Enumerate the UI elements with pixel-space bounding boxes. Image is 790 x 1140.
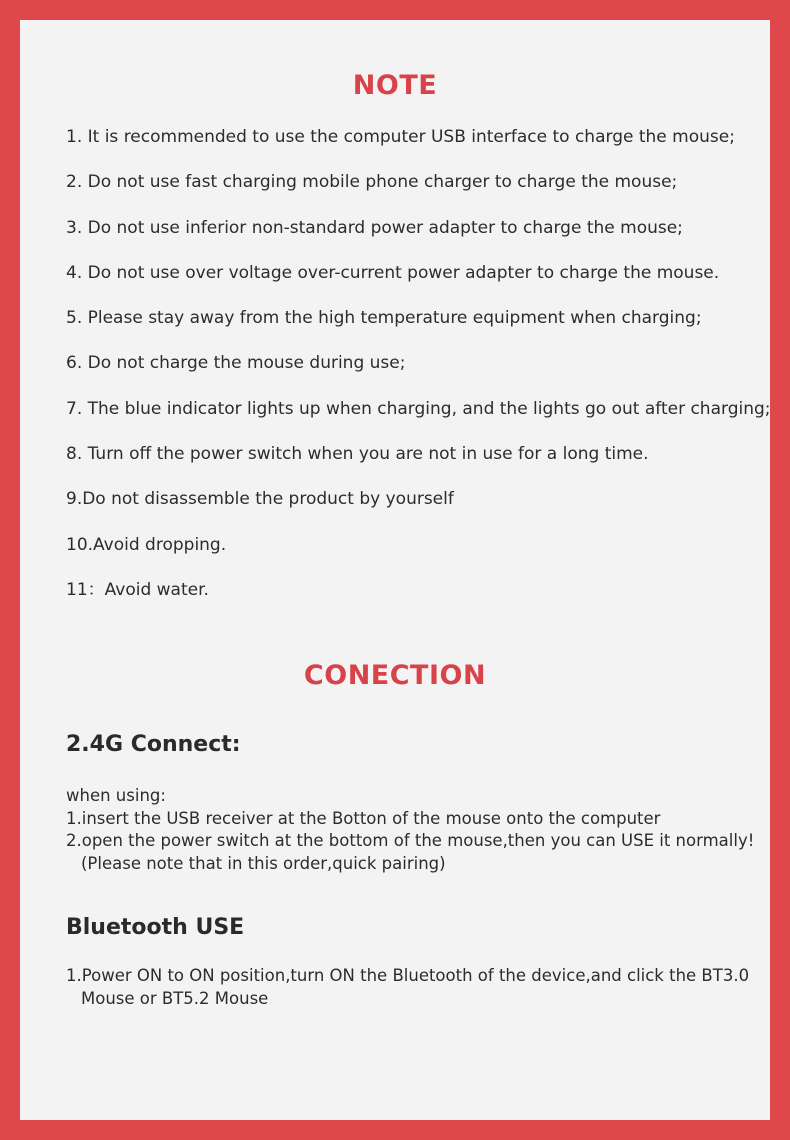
bluetooth-instructions [66, 965, 749, 1010]
g24-connect-instructions [66, 785, 754, 876]
bluetooth-heading: Bluetooth USE [66, 915, 245, 940]
note-item-6: 6. Do not charge the mouse during use; [66, 353, 406, 374]
g24-step-1: 1.insert the USB receiver at the Botton of the mouse onto the computer [66, 808, 661, 828]
note-item-4: 4. Do not use over voltage over-current power adapter to charge the mouse. [66, 262, 720, 283]
note-item-10: 10.Avoid dropping. [66, 534, 227, 555]
bluetooth-step-1: 1.Power ON to ON position,turn ON the Bluetooth of the device,and click the BT3.0 [66, 966, 750, 985]
note-item-5: 5. Please stay away from the high temperature equipment when charging; [66, 308, 702, 329]
note-heading: NOTE [352, 70, 438, 101]
note-item-7: 7. The blue indicator lights up when charging, and the lights go out after charging; [66, 398, 771, 419]
bluetooth-step-1-cont: Mouse or BT5.2 Mouse [81, 988, 269, 1008]
g24-step-2-note: (Please note that in this order,quick pairing) [81, 854, 446, 874]
note-item-8: 8. Turn off the power switch when you are not in use for a long time. [66, 444, 649, 465]
g24-intro: when using: [66, 786, 166, 805]
note-item-1: 1. It is recommended to use the computer USB interface to charge the mouse; [66, 127, 735, 147]
note-item-3: 3. Do not use inferior non-standard power adapter to charge the mouse; [66, 217, 683, 238]
g24-connect-heading: 2.4G Connect: [66, 732, 241, 757]
note-item-11: 11：Avoid water. [66, 579, 209, 600]
note-item-2: 2. Do not use fast charging mobile phone charger to charge the mouse; [66, 172, 678, 193]
connection-heading: CONECTION [303, 660, 487, 691]
g24-step-2: 2.open the power switch at the bottom of the mouse,then you can USE it normally! [66, 831, 755, 851]
note-item-9: 9.Do not disassemble the product by yourself [66, 489, 454, 510]
instruction-card [20, 20, 770, 1120]
note-list [66, 125, 771, 623]
